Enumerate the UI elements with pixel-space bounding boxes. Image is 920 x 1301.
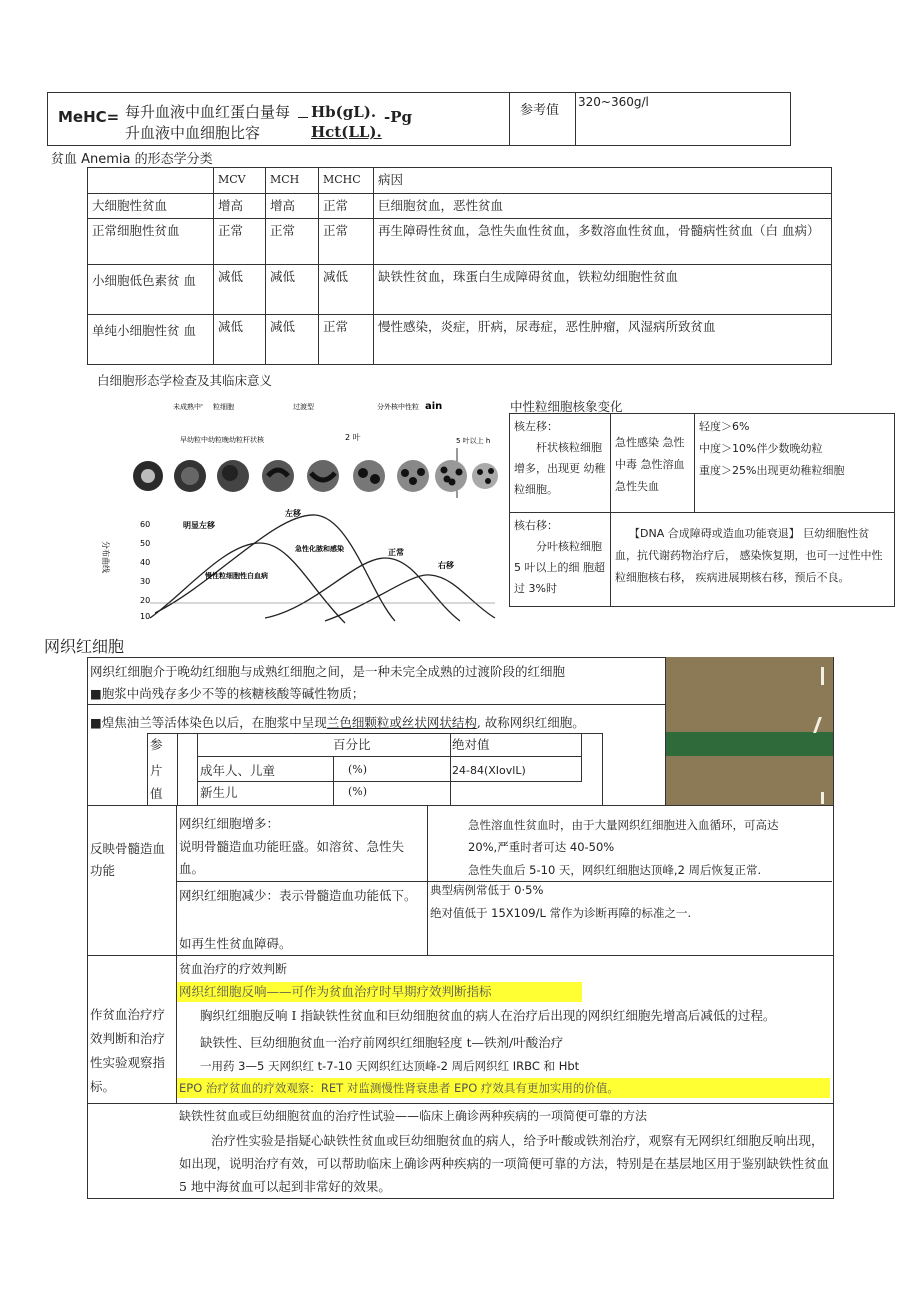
curve-normal xyxy=(265,558,460,621)
grade-severe: 重度＞25%出现更幼稚粒细胞 xyxy=(699,464,845,477)
fig-label: 未成熟中' xyxy=(173,403,203,411)
trial-title: 缺铁性贫血或巨幼细胞贫血的治疗性试验——临床上确诊两种疾病的一项简便可靠的方法 xyxy=(179,1109,648,1123)
table-row xyxy=(510,513,895,607)
reticulocyte-image xyxy=(665,657,833,805)
adult-pct: (%) xyxy=(348,763,368,776)
left-shift-causes: 急性感染 急性中毒 急性溶血 急性失血 xyxy=(611,414,695,513)
table-row xyxy=(510,414,895,513)
decrease-desc: 如再生性贫血障碍。 xyxy=(179,936,292,951)
header-mchc: MCHC xyxy=(319,168,374,194)
anemia-table xyxy=(87,167,832,365)
treat-title: 贫血治疗的疗效判断 xyxy=(179,962,288,976)
wbc-title: 白细胞形态学检查及其临床意义 xyxy=(97,373,273,388)
col-percent: 百分比 xyxy=(333,737,371,752)
fig-label: ain xyxy=(425,401,443,412)
neutrophil-table xyxy=(509,413,895,607)
curve-label: 慢性粒细胞性白血病 xyxy=(205,572,268,580)
right-shift-desc: 分叶核粒细胞 5 叶以上的细 胞超过 3%时 xyxy=(514,540,605,595)
table-row: 小细胞低色素贫 血 减低 减低 减低 缺铁性贫血，珠蛋白生成障碍贫血，铁粒幼细胞性贫血 xyxy=(88,265,832,315)
treat-p1: 胸织红细胞反响 I 指缺铁性贫血和巨幼细胞贫血的病人在治疗后出现的网织红细胞先增高后减低的过程。 xyxy=(200,1008,776,1023)
cell-image xyxy=(262,460,294,492)
curve-label: 左移 xyxy=(285,509,301,518)
wbc-figure xyxy=(95,393,500,628)
fig-label: 分外核中性粒 xyxy=(377,403,419,411)
ref-label-1: 参 xyxy=(150,737,163,752)
fig-label: 粒细胞 xyxy=(213,403,234,411)
ref-value: 320~360g/l xyxy=(578,95,649,109)
curve-label: 明显左移 xyxy=(183,521,215,530)
retic-intro-2: ■胞浆中尚残存多少不等的核糖核酸等碱性物质； xyxy=(90,686,365,701)
decrease-r2: 绝对值低于 15X109/L 常作为诊断再障的标准之一. xyxy=(430,906,692,920)
mchc-hct: Hct(LL). xyxy=(311,123,382,141)
col-absolute: 绝对值 xyxy=(452,737,490,752)
mchc-pg: -Pg xyxy=(384,108,412,126)
retic-intro-3a: ■煌焦油兰等活体染色以后，在胞浆中呈现 xyxy=(90,715,327,730)
left-shift-desc: 杆状核粒细胞增多，出现更 幼稚粒细胞。 xyxy=(514,441,606,496)
treat-epo: EPO 治疗贫血的疗效观察：RET 对监测慢性肾衰患者 EPO 疗效具有更加实用的价值。 xyxy=(177,1078,830,1098)
mchc-label: MeHC= xyxy=(58,108,120,126)
treat-p3: 一用药 3—5 天网织红 t-7-10 天网织红达顶峰-2 周后网织红 IRBC 和 Hbt xyxy=(200,1059,580,1073)
cell-image xyxy=(435,460,467,492)
newborn-pct: (%) xyxy=(348,785,368,798)
newborn-label: 新生儿 xyxy=(200,785,238,800)
fig-label: 5 叶以上 h xyxy=(456,437,491,445)
adult-abs: 24-84(XIovlL) xyxy=(452,764,526,777)
mchc-numerator: 每升血液中血红蛋白量每 xyxy=(125,103,291,121)
curve-right xyxy=(325,575,495,621)
right-shift-title: 核右移： xyxy=(514,519,558,532)
increase-r3: 急性失血后 5-10 天，网织红细胞达顶峰,2 周后恢复正常. xyxy=(468,863,762,877)
cell-image xyxy=(397,460,429,492)
increase-desc: 说明骨髓造血功能旺盛。如溶贫、急性失血。 xyxy=(179,839,405,876)
header-cause: 病因 xyxy=(374,168,832,194)
curve-left xyxy=(155,515,395,621)
adult-label: 成年人、儿童 xyxy=(200,763,276,778)
curve-label: 急性化脓和感染 xyxy=(295,545,344,553)
table-row: 大细胞性贫血 增高 增高 正常 巨细胞贫血，恶性贫血 xyxy=(88,194,832,219)
mchc-hb: Hb(gL). xyxy=(311,103,377,121)
y-ticks xyxy=(140,520,150,621)
curve-label: 右移 xyxy=(438,561,454,570)
trial-text: 治疗性实验是指疑心缺铁性贫血或巨幼细胞贫血的病人，给予叶酸或铁剂治疗，观察有无网织红细胞反响出现，如出现，说明治疗有效，可以帮助临床上确诊两种疾病的一项简便可靠的方法，特别是在基层地区用于鉴别缺铁性贫血 5 地中海贫血可以起到非常好的效果。 xyxy=(179,1133,830,1194)
y-axis-label: 分布曲线 xyxy=(101,541,110,573)
curve-label: 正常 xyxy=(388,548,404,557)
decrease-title: 网织红细胞减少：表示骨髓造血功能低下。 xyxy=(179,888,417,903)
retic-intro-3u: 兰色细颗粒或丝状网状结构 xyxy=(326,715,477,730)
cell-images xyxy=(133,460,498,492)
treat-p2: 缺铁性、巨幼细胞贫血一治疗前网织红细胞轻度 t—铁剂/叶酸治疗 xyxy=(200,1035,564,1050)
treat-highlight: 网织红细胞反响——可作为贫血治疗时早期疗效判断指标 xyxy=(177,982,582,1002)
fig-label: 过渡型 xyxy=(293,403,314,411)
y-tick: 10 xyxy=(140,612,151,621)
ref-label: 参考值 xyxy=(520,103,560,118)
neutrophil-title: 中性粒细胞核象变化 xyxy=(510,399,623,414)
increase-r2: 20%,严重时者可达 40-50% xyxy=(468,840,615,854)
anemia-title: 贫血 Anemia 的形态学分类 xyxy=(51,152,213,167)
cell-image xyxy=(472,463,498,489)
header-mch: MCH xyxy=(266,168,319,194)
mchc-denominator: 升血液中血细胞比容 xyxy=(125,124,261,142)
fig-label: 早幼粒中幼粒晚幼粒杆状核 xyxy=(180,436,264,444)
ref-label-3: 值 xyxy=(150,786,163,801)
retic-intro-1: 网织红细胞介于晚幼红细胞与成熟红细胞之间，是一种未完全成熟的过渡阶段的红细胞 xyxy=(90,664,566,679)
table-row xyxy=(88,168,832,194)
increase-r1: 急性溶血性贫血时，由于大量网织红细胞进入血循环，可高达 xyxy=(468,818,779,832)
y-tick: 30 xyxy=(140,577,151,586)
treat-label: 作贫血治疗疗效判断和治疗性实验观察指标。 xyxy=(90,1007,166,1094)
ref-label-2: 片 xyxy=(150,763,163,778)
right-shift-text: 【DNA 合成障碍或造血功能衰退】 巨幼细胞性贫血，抗代谢药物治疗后， 感染恢复期，也可一过性中性粒细胞核右移， 疾病进展期核右移，预后不良。 xyxy=(611,513,895,607)
decrease-r1: 典型病例常低于 0·5% xyxy=(430,883,544,897)
table-row: 正常细胞性贫血 正常 正常 正常 再生障碍性贫血，急性失血性贫血，多数溶血性贫血，骨髓病性贫血（白 血病） xyxy=(88,219,832,265)
reticulocyte-title: 网织红细胞 xyxy=(44,637,125,656)
grade-mild: 轻度＞6% xyxy=(699,420,750,433)
grade-moderate: 中度＞10%伴少数晚幼粒 xyxy=(699,442,823,455)
y-tick: 40 xyxy=(140,558,151,567)
y-tick: 20 xyxy=(140,596,151,605)
retic-intro-3b: , 故称网织红细胞。 xyxy=(476,715,585,730)
header-mcv: MCV xyxy=(214,168,266,194)
cell-image xyxy=(353,460,385,492)
y-tick: 60 xyxy=(140,520,151,529)
left-shift-title: 核左移： xyxy=(514,420,558,433)
fig-label: 2 叶 xyxy=(345,433,361,442)
curve-severe-left xyxy=(150,543,345,623)
table-row: 单纯小细胞性贫 血 减低 减低 正常 慢性感染，炎症，肝病，尿毒症，恶性肿瘤，风湿病所致贫血 xyxy=(88,315,832,365)
increase-title: 网织红细胞增多： xyxy=(179,816,280,831)
reflect-label: 反映骨髓造血功能 xyxy=(90,841,166,878)
y-tick: 50 xyxy=(140,539,151,548)
